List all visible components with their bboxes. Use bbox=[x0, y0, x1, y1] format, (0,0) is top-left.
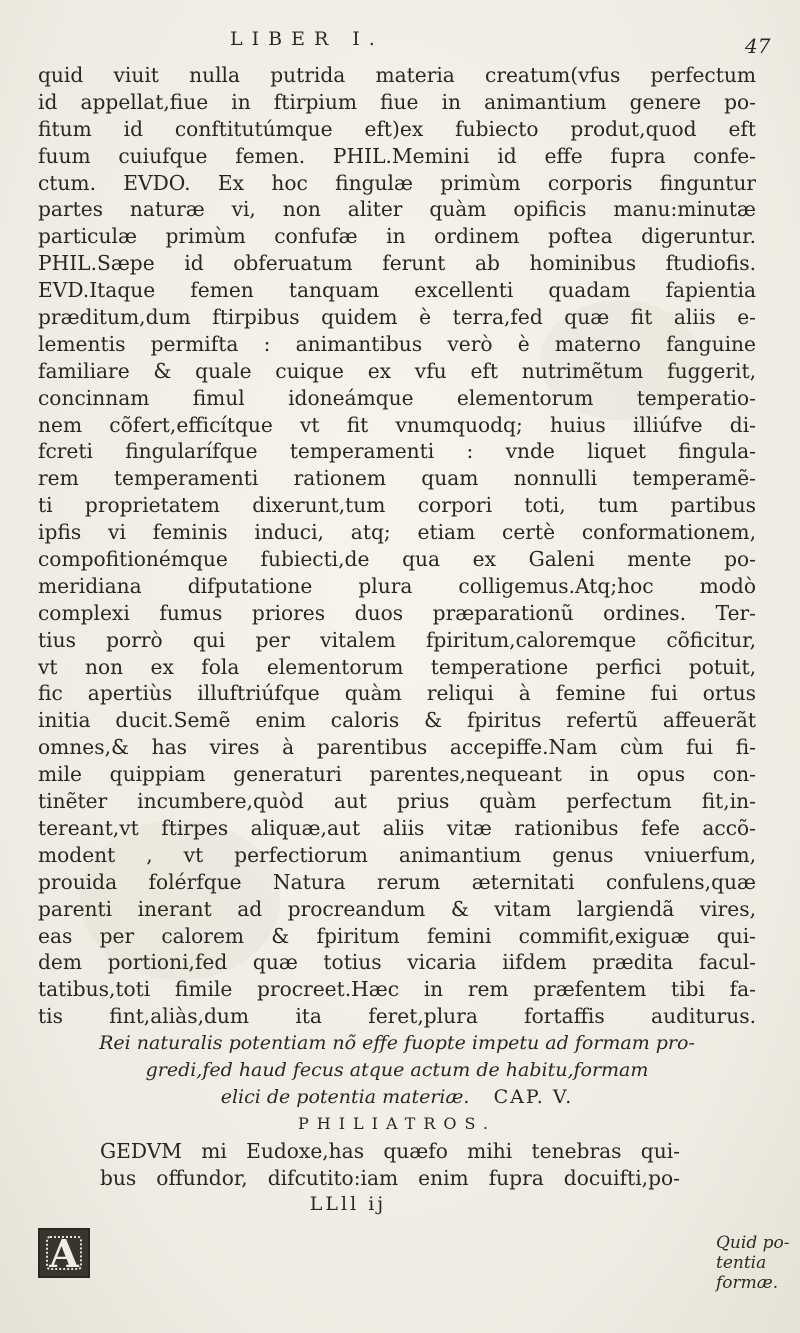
text-line: tis fint,aliàs,dum ita feret,plura fortaffis auditurus. bbox=[38, 1004, 756, 1029]
text-line: ti proprietatem dixerunt,tum corpori toti, tum partibus bbox=[38, 493, 756, 518]
text-line: fcreti fingularífque temperamenti : vnde liquet fingula- bbox=[38, 439, 756, 464]
text-line: dem portioni,fed quæ totius vicaria iifdem prædita facul- bbox=[38, 950, 756, 975]
text-line: ctum. EVDO. Ex hoc fingulæ primùm corporis finguntur bbox=[38, 170, 756, 195]
page-number: 47 bbox=[745, 34, 771, 58]
text-line: rem temperamenti rationem quam nonnulli temperamẽ- bbox=[38, 466, 756, 491]
text-line: id appellat,fiue in ftirpium fiue in animantium genere po- bbox=[38, 89, 756, 114]
running-title: LIBER I. bbox=[230, 28, 384, 50]
text-line: partes naturæ vi, non aliter quàm opificis manu:minutæ bbox=[38, 197, 756, 222]
text-line: complexi fumus priores duos præparationũ ordines. Ter- bbox=[38, 600, 756, 625]
text-line: concinnam fimul idoneámque elementorum temperatio- bbox=[38, 385, 756, 410]
text-line: meridiana difputatione plura colligemus.Atq;hoc modò bbox=[38, 573, 756, 598]
text-line: compofitionémque fubiecti,de qua ex Galeni mente po- bbox=[38, 547, 756, 572]
text-line: initia ducit.Semẽ enim caloris & fpiritus refertũ affeuerãt bbox=[38, 708, 756, 733]
chapter-heading-text: Rei naturalis potentiam nõ effe fuopte impetu ad formam pro- bbox=[99, 1032, 695, 1055]
decorated-initial bbox=[38, 1228, 90, 1278]
text-line: omnes,& has vires à parentibus accepiffe.Nam cùm fui fi- bbox=[38, 735, 756, 760]
text-line: fic apertiùs illuftriúfque quàm reliqui à femine fui ortus bbox=[38, 681, 756, 706]
text-line: eas per calorem & fpiritum femini commifit,exiguæ qui- bbox=[38, 923, 756, 948]
signature-mark: LLll ij bbox=[309, 1193, 387, 1216]
chapter-heading-line bbox=[38, 1084, 756, 1111]
marginal-note bbox=[716, 1233, 796, 1293]
text-line: EVD.Itaque femen tanquam excellenti quadam fapientia bbox=[38, 278, 756, 303]
text-line: tereant,vt ftirpes aliquæ,aut aliis vitæ rationibus fefe accõ- bbox=[38, 815, 756, 840]
text-line: parenti inerant ad procreandum & vitam largiendã vires, bbox=[38, 896, 756, 921]
marginal-note-line: Quid po- bbox=[716, 1233, 790, 1253]
marginal-note-line: formæ. bbox=[716, 1273, 779, 1293]
text-line: tinẽter incumbere,quòd aut prius quàm perfectum fit,in- bbox=[38, 789, 756, 814]
chapter-heading-text: gredi,fed haud fecus atque actum de habitu,formam bbox=[145, 1058, 649, 1081]
text-line: vt non ex fola elementorum temperatione perfici potuit, bbox=[38, 654, 756, 679]
speaker-name: PHILIATROS. bbox=[298, 1113, 496, 1133]
text-line: tius porrò qui per vitalem fpiritum,caloremque cõficitur, bbox=[38, 627, 756, 652]
text-line: PHIL.Sæpe id obferuatum ferunt ab hominibus ftudiofis. bbox=[38, 251, 756, 276]
text-line: ipfis vi feminis induci, atq; etiam certè conformationem, bbox=[38, 520, 756, 545]
dialogue-line: GEDVM mi Eudoxe,has quæfo mihi tenebras qui- bbox=[100, 1138, 680, 1163]
text-line: familiare & quale cuique ex vfu eft nutrimẽtum fuggerit, bbox=[38, 358, 756, 383]
marginal-note-line: tentia bbox=[716, 1253, 767, 1273]
text-line: nem cõfert,efficítque vt fit vnumquodq; huius illiúfve di- bbox=[38, 412, 756, 437]
text-line: præditum,dum ftirpibus quidem è terra,fed quæ fit aliis e- bbox=[38, 305, 756, 330]
decorated-initial-letter: A bbox=[49, 1231, 79, 1276]
chapter-heading-line bbox=[38, 1057, 756, 1084]
body-paragraph bbox=[38, 62, 756, 1030]
text-line: fitum id conftitutúmque eft)ex fubiecto produt,quod eft bbox=[38, 116, 756, 141]
chapter-heading-text: elici de potentia materiæ. bbox=[220, 1085, 470, 1108]
text-line: mile quippiam generaturi parentes,nequeant in opus con- bbox=[38, 762, 756, 787]
text-line: quid viuit nulla putrida materia creatum(vfus perfectum bbox=[38, 63, 756, 87]
main-text bbox=[38, 62, 756, 1218]
text-line: lementis permifta : animantibus verò è materno fanguine bbox=[38, 331, 756, 356]
text-line: fuum cuiufque femen. PHIL.Memini id effe fupra confe- bbox=[38, 143, 756, 168]
page-header bbox=[0, 28, 800, 62]
dialogue-line: bus offundor, difcutito:iam enim fupra docuifti,po- bbox=[100, 1165, 680, 1190]
chapter-number: CAP. V. bbox=[493, 1085, 574, 1108]
chapter-heading-line bbox=[38, 1030, 756, 1057]
text-line: modent , vt perfectiorum animantium genus vniuerfum, bbox=[38, 842, 756, 867]
text-line: tatibus,toti fimile procreet.Hæc in rem præfentem tibi fa- bbox=[38, 977, 756, 1002]
text-line: particulæ primùm confufæ in ordinem poftea digeruntur. bbox=[38, 224, 756, 249]
text-line: prouida folérfque Natura rerum æternitati confulens,quæ bbox=[38, 869, 756, 894]
